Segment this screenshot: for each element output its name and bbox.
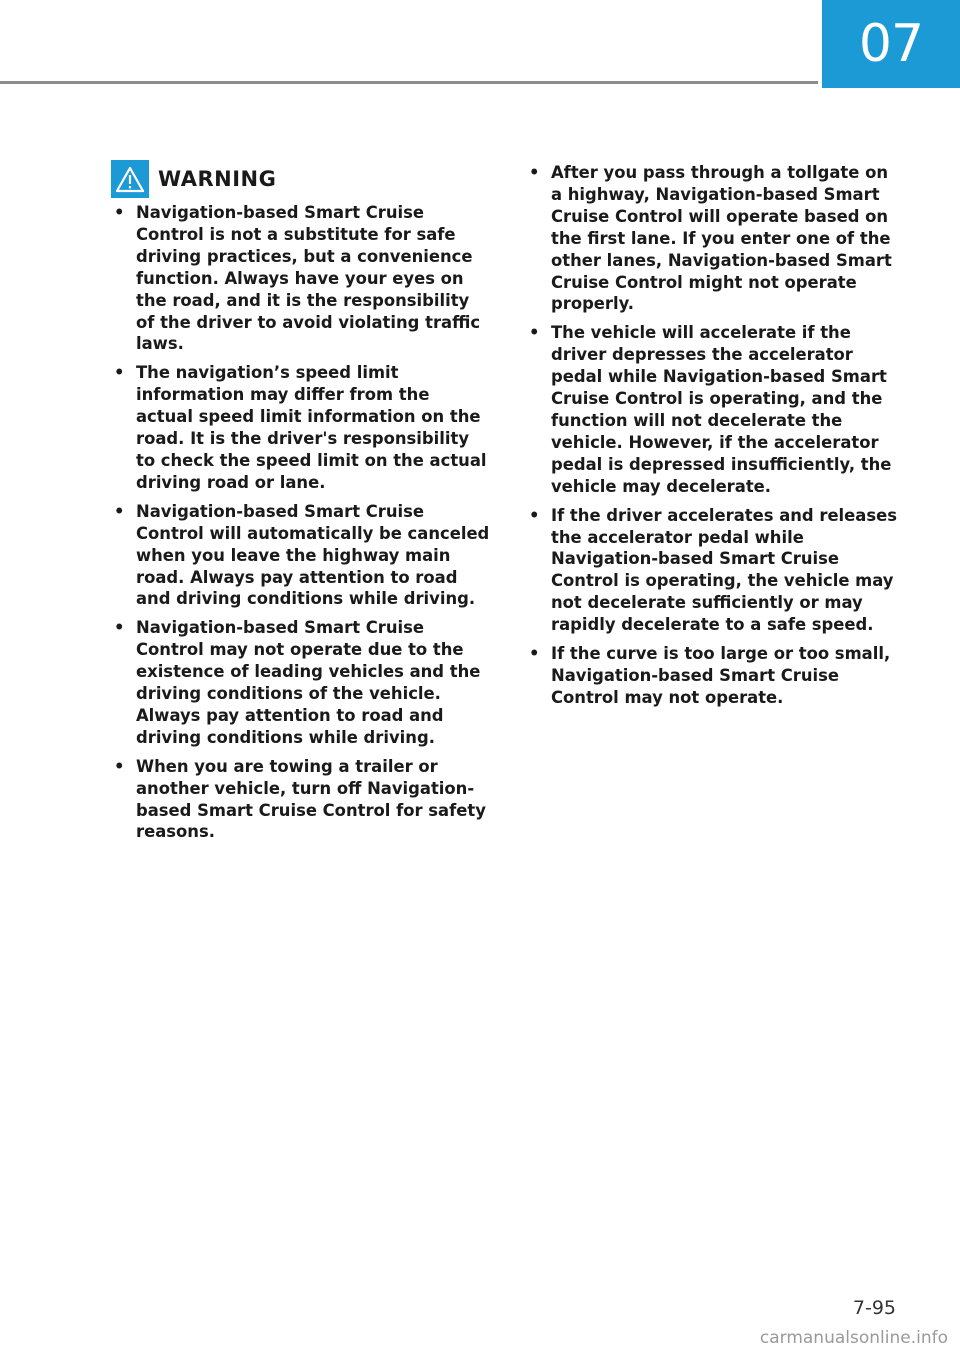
bullet-icon: •: [529, 505, 540, 525]
warning-list-left: [111, 202, 491, 843]
chapter-tab: [822, 0, 960, 88]
page-number: 7-95: [852, 1297, 896, 1319]
bullet-icon: •: [114, 203, 125, 222]
warning-list-right: [526, 162, 898, 709]
bullet-icon: •: [114, 501, 125, 521]
warning-item-text: When you are towing a trailer or another vehicle, turn off Navigation-based Smart Cruise Control for safety reasons.: [136, 756, 486, 842]
warning-item: [526, 322, 898, 497]
watermark: carmanualsonline.info: [759, 1328, 948, 1348]
warning-item-text: The navigation’s speed limit information may differ from the actual speed limit information on the road. It is the driver's responsibility to check the speed limit on the actual driving road or lane.: [136, 363, 487, 492]
bullet-icon: •: [529, 644, 540, 664]
warning-item-text: Navigation-based Smart Cruise Control may not operate due to the existence of leading vehicles and the driving conditions of the vehicle. Always pay attention to road and driving conditions while driving.: [136, 618, 481, 747]
bullet-icon: •: [114, 363, 125, 383]
chapter-number: 07: [858, 14, 924, 74]
bullet-icon: •: [529, 163, 540, 182]
header-rule: [0, 81, 818, 84]
warning-item-text: The vehicle will accelerate if the driver depresses the accelerator pedal while Navigation-based Smart Cruise Control is operating, and the function will not decelerate the vehicle. However, if the accelerator pedal is depressed insufficiently, the vehicle may decelerate.: [551, 323, 892, 496]
warning-item: [526, 643, 898, 709]
warning-title: WARNING: [158, 167, 277, 191]
warning-item: [111, 501, 491, 611]
warning-item: [111, 617, 491, 748]
warning-item: [111, 202, 491, 355]
warning-item-text: If the driver accelerates and releases the accelerator pedal while Navigation-based Smart Cruise Control is operating, the vehicle may not decelerate sufficiently or may rapidly decelerate to a safe speed.: [551, 505, 897, 635]
right-column: [526, 162, 898, 716]
warning-item: [526, 505, 898, 636]
warning-triangle-icon: [111, 160, 149, 198]
warning-item-text: If the curve is too large or too small, Navigation-based Smart Cruise Control may not operate.: [551, 644, 891, 707]
warning-item: [111, 756, 491, 844]
bullet-icon: •: [114, 756, 125, 776]
warning-item-text: Navigation-based Smart Cruise Control will automatically be canceled when you leave the highway main road. Always pay attention to road and driving conditions while driving.: [136, 501, 490, 609]
warning-item-text: Navigation-based Smart Cruise Control is not a substitute for safe driving practices, but a convenience function. Always have your eyes on the road, and it is the responsibility of the driver to avoid violating traffic laws.: [136, 203, 481, 354]
bullet-icon: •: [114, 618, 125, 638]
bullet-icon: •: [529, 323, 540, 343]
left-column: [111, 202, 491, 850]
warning-item: [111, 362, 491, 493]
warning-header: [111, 160, 276, 198]
warning-item-text: After you pass through a tollgate on a highway, Navigation-based Smart Cruise Control will operate based on the first lane. If you enter one of the other lanes, Navigation-based Smart Cruise Control might not operate properly.: [551, 163, 892, 314]
warning-item: [526, 162, 898, 315]
